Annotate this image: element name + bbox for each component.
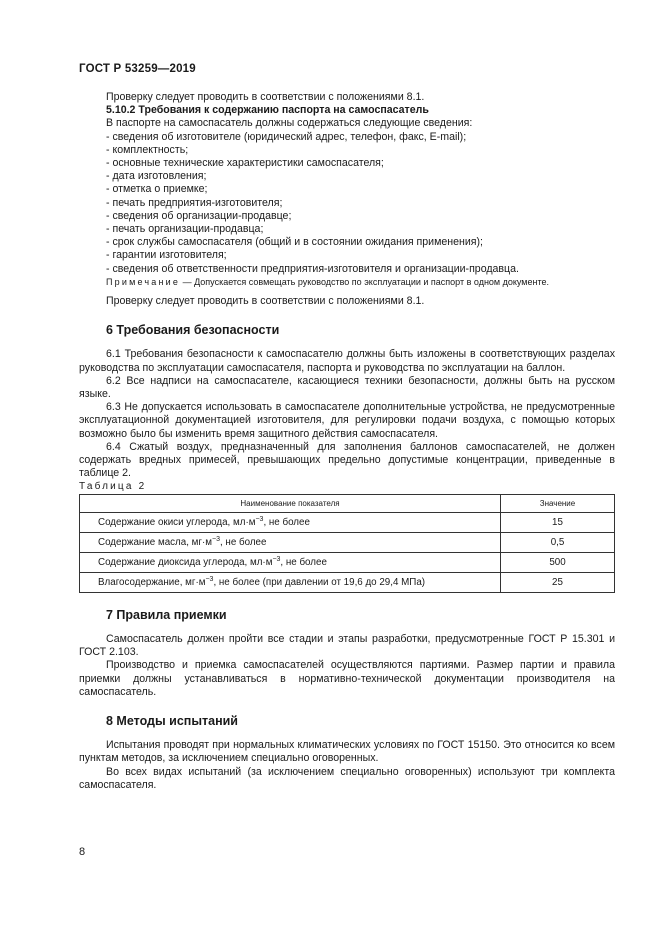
paragraph: Во всех видах испытаний (за исключением специально оговоренных) используют три комплекта самоспасателя. bbox=[79, 765, 615, 791]
paragraph: 6.3 Не допускается использовать в самоспасателе дополнительные устройства, не предусмотренные эксплуатационной документацией изготовителя, для регулировки подачи воздуха, с помощью которых возможно было бы изменить время защитного действия самоспасателя. bbox=[79, 401, 615, 440]
note bbox=[79, 276, 615, 289]
table-cell-name: Влагосодержание, $мг\cdot м^{-3}$, не более (при давлении от 19,6 до 29,4 МПа) bbox=[80, 572, 501, 592]
subsection-heading bbox=[79, 104, 615, 117]
paragraph: Проверку следует проводить в соответствии с положениями 8.1. bbox=[106, 295, 425, 308]
paragraph: В паспорте на самоспасатель должны содержаться следующие сведения: bbox=[106, 117, 473, 130]
list-item: - сведения об организации-продавце; bbox=[106, 209, 292, 222]
column-header-value: Значение bbox=[501, 494, 615, 512]
paragraph: Самоспасатель должен пройти все стадии и этапы разработки, предусмотренные ГОСТ Р 15.301 и ГОСТ 2.103. bbox=[79, 632, 615, 659]
list-item: - сведения об ответственности предприятия-изготовителя и организации-продавца. bbox=[106, 262, 519, 275]
table-cell-name: Содержание масла, $мг\cdot м^{-3}$, не более bbox=[80, 532, 501, 552]
list-item: - печать предприятия-изготовителя; bbox=[106, 196, 283, 209]
document-body bbox=[79, 91, 615, 792]
table-cell-name: Содержание диоксида углерода, $мл\cdot м^{-3}$, не более bbox=[80, 552, 501, 572]
note-label: Примечание bbox=[106, 276, 181, 287]
list-item: - гарантии изготовителя; bbox=[106, 249, 227, 262]
note-text: — Допускается совмещать руководство по эксплуатации и паспорт в одном документе. bbox=[180, 276, 549, 287]
table-row bbox=[80, 512, 615, 532]
table-row bbox=[80, 552, 615, 572]
paragraph: Испытания проводят при нормальных климатических условиях по ГОСТ 15150. Это относится ко всем пунктам методов, за исключением специально оговоренных. bbox=[79, 739, 615, 765]
list-item: - дата изготовления; bbox=[106, 170, 207, 183]
table-row bbox=[80, 532, 615, 552]
table-cell-value: 25 bbox=[501, 572, 615, 592]
section-heading-6: 6 Требования безопасности bbox=[106, 323, 280, 338]
paragraph: 6.2 Все надписи на самоспасателе, касающиеся техники безопасности, должны быть на русском языке. bbox=[79, 374, 615, 401]
list-item: - печать организации-продавца; bbox=[106, 223, 264, 236]
paragraph: 6.1 Требования безопасности к самоспасателю должны быть изложены в соответствующих разделах руководства по эксплуатации самоспасателя, паспорта и руководства по эксплуатации на баллон. bbox=[79, 348, 615, 374]
table-caption: Таблица 2 bbox=[79, 481, 147, 493]
paragraph: Проверку следует проводить в соответствии с положениями 8.1. bbox=[106, 91, 425, 103]
section-heading-8: 8 Методы испытаний bbox=[106, 713, 238, 728]
table-header-row bbox=[80, 494, 615, 512]
table-cell-value: 15 bbox=[501, 512, 615, 532]
table-cell-value: 0,5 bbox=[501, 532, 615, 552]
table-2 bbox=[79, 494, 615, 593]
section-heading-7: 7 Правила приемки bbox=[106, 607, 227, 622]
table-row bbox=[80, 572, 615, 592]
paragraph: Производство и приемка самоспасателей осуществляются партиями. Размер партии и правила приемки должны устанавливаться в нормативно-технической документации производителя на самоспасатель. bbox=[79, 659, 615, 698]
list-item: - сведения об изготовителе (юридический адрес, телефон, факс, E-mail); bbox=[106, 130, 467, 143]
page-number: 8 bbox=[79, 846, 86, 858]
list-item: - основные технические характеристики самоспасателя; bbox=[106, 157, 384, 170]
list-item: - срок службы самоспасателя (общий и в состоянии ожидания применения); bbox=[106, 236, 483, 249]
table-cell-name: Содержание окиси углерода, $мл\cdot м^{-3}$, не более bbox=[80, 512, 501, 532]
subsection-number: 5.10.2 bbox=[106, 104, 136, 117]
list-item: - отметка о приемке; bbox=[106, 183, 208, 196]
document-header: ГОСТ Р 53259—2019 bbox=[79, 63, 196, 75]
table-cell-value: 500 bbox=[501, 552, 615, 572]
column-header-name: Наименование показателя bbox=[80, 494, 501, 512]
passport-items-list bbox=[79, 131, 615, 276]
list-item: - комплектность; bbox=[106, 143, 189, 156]
paragraph: 6.4 Сжатый воздух, предназначенный для заполнения баллонов самоспасателей, не должен содержать вредных примесей, превышающих предельно допустимые концентрации, приведенные в таблице 2. bbox=[79, 440, 615, 480]
subsection-title: Требования к содержанию паспорта на самоспасатель bbox=[138, 104, 429, 117]
